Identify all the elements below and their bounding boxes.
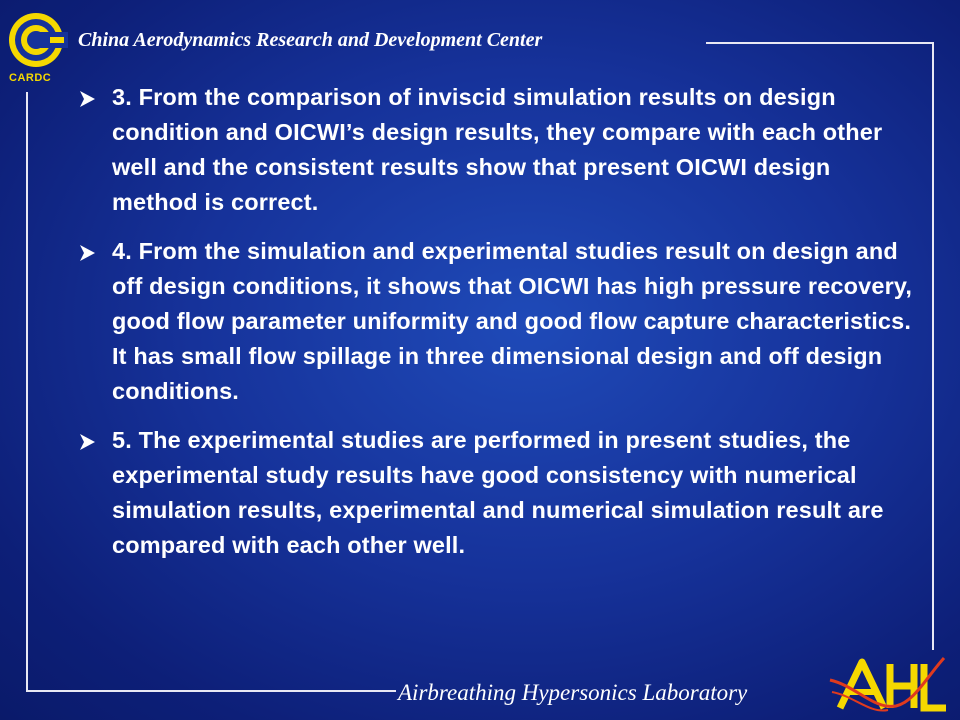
frame-right-line [932,42,934,650]
organization-title: China Aerodynamics Research and Development Center [78,29,543,51]
frame-bottom-line [26,690,396,692]
list-item [78,423,918,563]
conclusion-list [78,80,918,577]
frame-top-line [706,42,934,44]
arrow-bullet-icon [78,433,96,451]
cardc-logo [6,8,70,92]
ahl-logo [826,652,948,718]
cardc-logo-text: CARDC [9,72,52,84]
frame-left-line [26,92,28,692]
list-item [78,234,918,409]
arrow-bullet-icon [78,90,96,108]
bullet-text: 3. From the comparison of inviscid simulation results on design condition and OICWI’s design results, they compare with each other well and the consistent results show that present OICWI design method is correct. [112,84,883,215]
list-item [78,80,918,220]
arrow-bullet-icon [78,244,96,262]
bullet-text: 5. The experimental studies are performed in present studies, the experimental study results have good consistency with numerical simulation results, experimental and numerical simulation result are compared with each other well. [112,427,884,558]
bullet-text: 4. From the simulation and experimental studies result on design and off design conditions, it shows that OICWI has high pressure recovery, good flow parameter uniformity and good flow capture characteristics. It has small flow spillage in three dimensional design and off design conditions. [112,238,913,404]
laboratory-title: Airbreathing Hypersonics Laboratory [398,680,748,705]
